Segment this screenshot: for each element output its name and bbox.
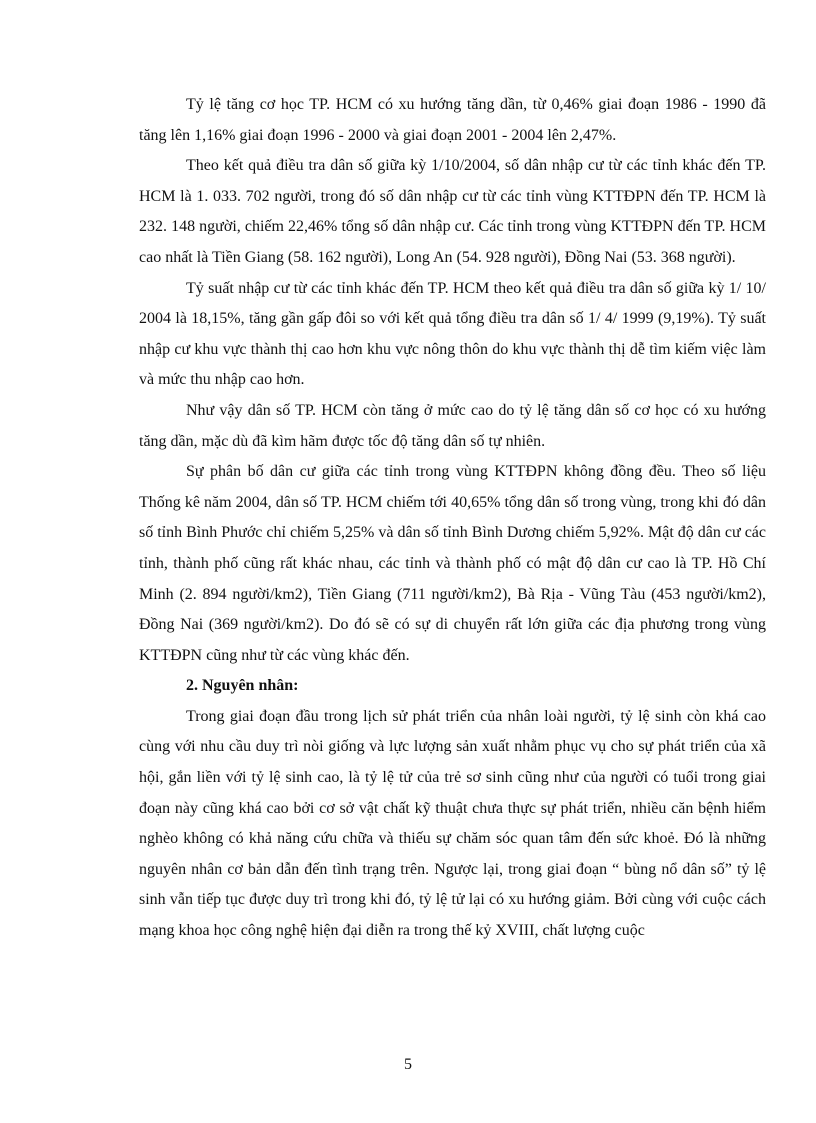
section-heading: 2. Nguyên nhân:	[186, 677, 299, 695]
paragraph-mechanical-growth: Tỷ lệ tăng cơ học TP. HCM có xu hướng tăng dần, từ 0,46% giai đoạn 1986 - 1990 đã tăng lên 1,16% giai đoạn 1996 - 2000 và giai đoạn 2001 - 2004 lên 2,47%.	[139, 96, 766, 144]
paragraph-immigration-rate: Tỷ suất nhập cư từ các tỉnh khác đến TP. HCM theo kết quả điều tra dân số giữa kỳ 1/ 10/ 2004 là 18,15%, tăng gần gấp đôi so với kết quả tổng điều tra dân số 1/ 4/ 1999 (9,19%). Tỷ suất nhập cư khu vực thành thị cao hơn khu vực nông thôn do khu vực thành thị dễ tìm kiếm việc làm và mức thu nhập cao hơn.	[139, 279, 766, 389]
paragraph-population-distribution: Sự phân bố dân cư giữa các tỉnh trong vùng KTTĐPN không đồng đều. Theo số liệu Thống kê năm 2004, dân số TP. HCM chiếm tới 40,65% tổng dân số trong vùng, trong khi đó dân số tỉnh Bình Phước chỉ chiếm 5,25% và dân số tỉnh Bình Dương chiếm 5,92%. Mật độ dân cư các tỉnh, thành phố cũng rất khác nhau, các tỉnh và thành phố có mật độ dân cư cao là TP. Hồ Chí Minh (2. 894 người/km2), Tiền Giang (711 người/km2), Bà Rịa - Vũng Tàu (453 người/km2), Đồng Nai (369 người/km2). Do đó sẽ có sự di chuyển rất lớn giữa các địa phương trong vùng KTTĐPN cũng như từ các vùng khác đến.	[139, 463, 766, 664]
paragraph-causes: Trong giai đoạn đầu trong lịch sử phát triển của nhân loài người, tỷ lệ sinh còn khá cao cùng với nhu cầu duy trì nòi giống và lực lượng sản xuất nhằm phục vụ cho sự phát triển của xã hội, gắn liền với tỷ lệ sinh cao, là tỷ lệ tử của trẻ sơ sinh cũng như của người có tuổi trong giai đoạn này cũng khá cao bởi cơ sở vật chất kỹ thuật chưa thực sự phát triển, nhiều căn bệnh hiểm nghèo không có khả năng cứu chữa và thiếu sự chăm sóc quan tâm đến sức khoẻ. Đó là những nguyên nhân cơ bản dẫn đến tình trạng trên. Ngược lại, trong giai đoạn “ bùng nổ dân số” tỷ lệ sinh vẫn tiếp tục được duy trì trong khi đó, tỷ lệ tử lại có xu hướng giảm. Bởi cùng với cuộc cách mạng khoa học công nghệ hiện đại diễn ra trong thế kỷ XVIII, chất lượng cuộc	[139, 707, 766, 940]
page-number: 5	[404, 1056, 412, 1073]
body-text	[139, 90, 766, 947]
paragraph-census-migration: Theo kết quả điều tra dân số giữa kỳ 1/10/2004, số dân nhập cư từ các tỉnh khác đến TP. HCM là 1. 033. 702 người, trong đó số dân nhập cư từ các tỉnh vùng KTTĐPN đến TP. HCM là 232. 148 người, chiếm 22,46% tổng số dân nhập cư. Các tỉnh trong vùng KTTĐPN đến TP. HCM cao nhất là Tiền Giang (58. 162 người), Long An (54. 928 người), Đồng Nai (53. 368 người).	[139, 157, 766, 266]
paragraph-population-summary: Như vậy dân số TP. HCM còn tăng ở mức cao do tỷ lệ tăng dân số cơ học có xu hướng tăng dần, mặc dù đã kìm hãm được tốc độ tăng dân số tự nhiên.	[139, 401, 766, 450]
